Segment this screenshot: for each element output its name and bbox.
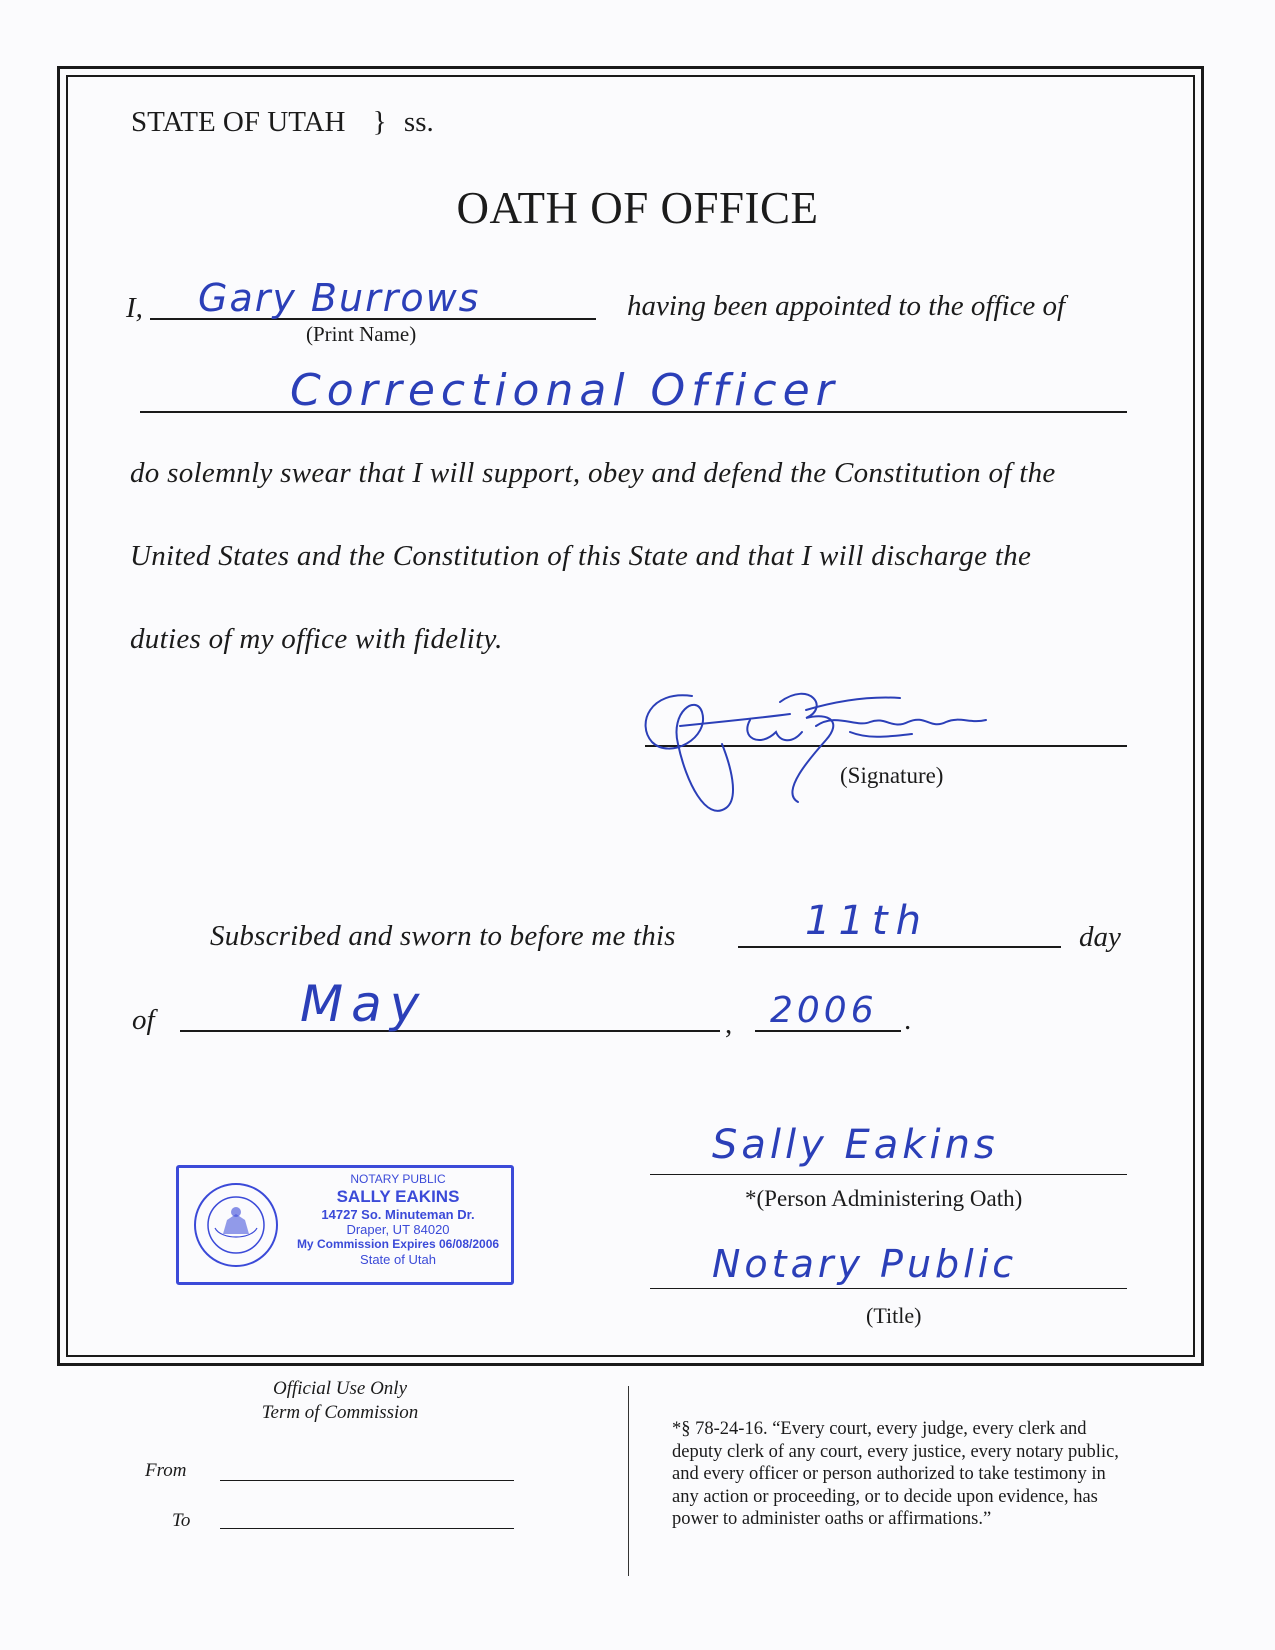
stamp-line-2: SALLY EAKINS [336,1187,460,1206]
document-title: OATH OF OFFICE [456,183,819,233]
stamp-text-block [287,1172,509,1267]
stamp-line-1: NOTARY PUBLIC [350,1172,446,1186]
administering-signature-line [650,1174,1127,1175]
to-label: To [172,1510,191,1531]
day-line [738,946,1061,948]
print-name-caption: (Print Name) [306,322,417,346]
term-of-commission-heading: Term of Commission [261,1402,419,1423]
administering-caption: *(Person Administering Oath) [745,1186,1023,1211]
footnote-line-3: and every officer or person authorized to take testimony in [672,1464,1106,1484]
state-seal-icon [193,1182,279,1268]
signature-scribble [630,682,1050,832]
office-value: Correctional Officer [290,365,840,416]
footer-divider [628,1386,629,1576]
official-use-heading: Official Use Only [272,1378,408,1399]
administering-signature-value: Sally Eakins [712,1122,999,1168]
year-value: 2006 [770,990,878,1031]
month-value: May [300,975,428,1033]
oath-body-line-3: duties of my office with fidelity. [130,623,503,655]
appointed-text: having been appointed to the office of [627,290,1066,322]
title-caption: (Title) [866,1303,922,1328]
stamp-line-4: Draper, UT 84020 [346,1222,450,1237]
i-prefix: I, [126,292,143,324]
venue-state: STATE OF UTAH [131,106,346,138]
footnote-line-5: power to administer oaths or affirmations.” [672,1509,992,1529]
subscribed-text: Subscribed and sworn to before me this [210,920,676,952]
notary-stamp [176,1165,514,1285]
oath-body-line-1: do solemnly swear that I will support, obey and defend the Constitution of the [130,457,1056,489]
day-value: 11th [805,898,929,944]
of-word: of [132,1004,155,1036]
signature-caption: (Signature) [840,763,944,788]
footnote-line-1: *§ 78-24-16. “Every court, every judge, every clerk and [672,1419,1087,1439]
stamp-line-5: My Commission Expires 06/08/2006 [296,1237,500,1251]
title-line [650,1288,1127,1289]
statute-footnote [672,1418,1119,1531]
day-word: day [1079,921,1121,953]
venue-line [131,106,434,139]
oath-body-line-2: United States and the Constitution of this State and that I will discharge the [130,540,1032,572]
footnote-line-4: any action or proceeding, or to decide upon evidence, has [672,1486,1098,1507]
footnote-line-2: deputy clerk of any court, every justice, every notary public, [672,1441,1119,1462]
stamp-line-3: 14727 So. Minuteman Dr. [321,1207,475,1222]
from-line [220,1480,514,1481]
title-value: Notary Public [712,1242,1018,1286]
from-label: From [145,1460,187,1481]
month-line [180,1030,720,1032]
print-name-value: Gary Burrows [198,276,481,320]
venue-ss: ss. [403,106,434,138]
comma: , [725,1008,733,1040]
to-line [220,1528,514,1529]
venue-brace: } [372,106,387,138]
period: . [904,1004,912,1036]
stamp-line-6: State of Utah [360,1252,436,1267]
